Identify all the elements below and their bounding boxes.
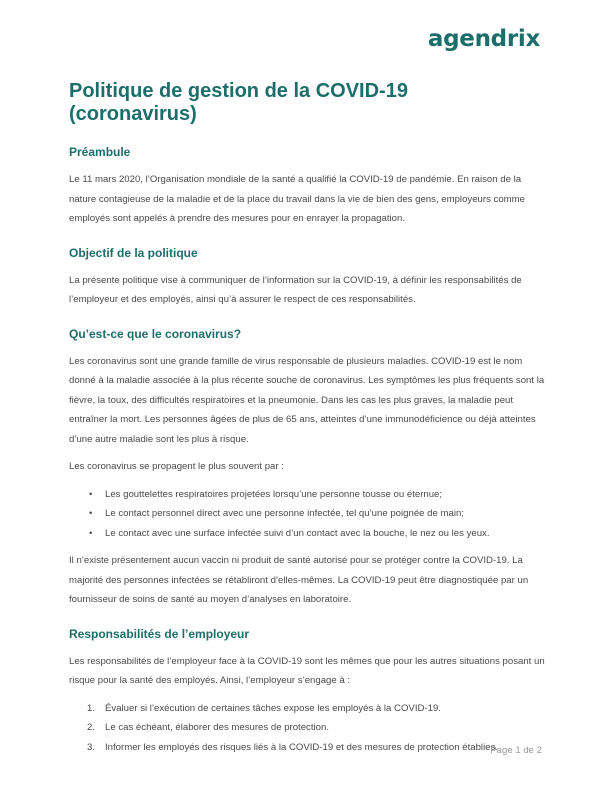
list-item-text: Le cas échéant, élaborer des mesures de protection. [105,722,329,733]
list-item [69,738,545,758]
list-item-text: Le contact personnel direct avec une personne infectée, tel qu’une poignée de main; [105,508,464,519]
list-item-text: Les gouttelettes respiratoires projetées lorsqu’une personne tousse ou éternue; [105,488,443,500]
section-objectif [69,245,545,310]
paragraph: Le 11 mars 2020, l’Organisation mondiale de la santé a qualifié la COVID-19 de pandémie. En raison de la nature contagieuse de la maladie et de la place du travail dans la vie de bien des gens, employeurs comme employés sont appelés à prendre des mesures pour en enrayer la propagation. [69,174,525,224]
section-heading: Qu’est-ce que le coronavirus? [69,326,242,341]
agendrix-logo: agendrix [427,26,540,52]
paragraph: Les coronavirus sont une grande famille de virus responsable de plusieurs maladies. COVID-19 est le nom donné à la maladie associée à la plus récente souche de coronavirus. Les symptômes les plus fréquents sont la fièvre, la toux, des difficultés respiratoires et la pneumonie. Dans les cas les plus graves, la maladie peut entraîner la mort. Les personnes âgées de plus de 65 ans, atteintes d’une immunodéficience ou déjà atteintes d’une autre maladie sont les plus à risque. [69,355,545,445]
list-item-text: Évaluer si l’exécution de certaines tâches expose les employés à la COVID-19. [105,702,441,714]
section-preambule [69,144,545,229]
paragraph: La présente politique vise à communiquer de l’information sur la COVID-19, à définir les responsabilités de l’employeur et des employés, ainsi qu’à assurer le respect de ces responsabilités. [69,274,522,305]
list-item [69,524,545,544]
list-item [69,699,545,719]
bullet-list [69,485,545,544]
paragraph: Les coronavirus se propagent le plus souvent par : [69,461,284,472]
list-item-text: Le contact avec une surface infectée suivi d’un contact avec la bouche, le nez ou les yeux. [105,527,490,539]
list-number: 3. [87,741,96,753]
list-item [69,718,545,738]
document-body [69,144,545,773]
section-heading: Objectif de la politique [69,245,198,260]
section-heading: Préambule [69,145,131,159]
page-title: Politique de gestion de la COVID-19 (coronavirus) [69,80,408,125]
bullet-icon: • [89,488,93,500]
bullet-icon: • [89,508,93,519]
list-number: 2. [87,722,96,733]
paragraph: Les responsabilités de l’employeur face à la COVID-19 sont les mêmes que pour les autres situations posant un risque pour la santé des employés. Ainsi, l’employeur s’engage à : [69,655,545,686]
section-heading: Responsabilités de l’employeur [69,626,250,641]
numbered-list [69,699,545,758]
section-coronavirus [69,326,545,610]
list-number: 1. [87,702,96,714]
page-number: Page 1 de 2 [490,745,542,756]
bullet-icon: • [89,527,93,539]
list-item [69,504,545,524]
section-responsabilites [69,626,545,758]
paragraph: Il n’existe présentement aucun vaccin ni produit de santé autorisé pour se protéger contre la COVID-19. La majorité des personnes infectées se rétabliront d’elles-mêmes. La COVID-19 peut être diagnostiquée par un fournisseur de soins de santé au moyen d’analyses en laboratoire. [69,555,529,605]
list-item-text: Informer les employés des risques liés à la COVID-19 et des mesures de protection établies. [105,741,498,753]
list-item [69,485,545,505]
